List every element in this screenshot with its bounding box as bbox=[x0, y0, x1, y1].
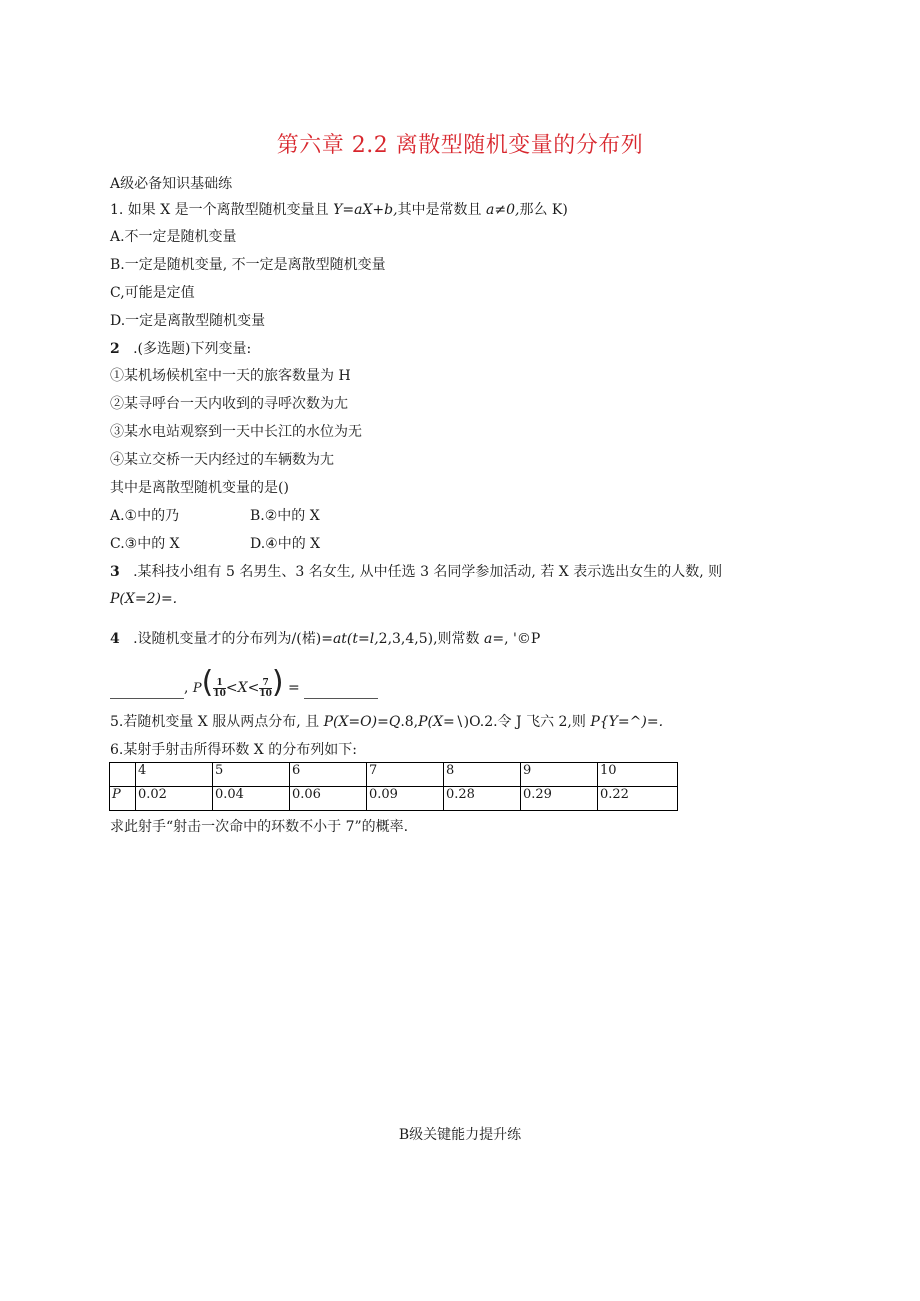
frac2-denominator: 10 bbox=[259, 688, 272, 699]
q4-prefix: .设随机变量才的分布列为/(楉)= bbox=[133, 631, 333, 647]
distribution-table bbox=[109, 762, 678, 811]
q2-option-d: D.④中的 X bbox=[250, 536, 321, 552]
q3-stem-text: .某科技小组有 5 名男生、3 名女生, 从中任选 3 名同学参加活动, 若 X 表示选出女生的人数, 则 bbox=[133, 564, 723, 580]
q4-comma: , bbox=[184, 680, 189, 696]
q2-option-b: B.②中的 X bbox=[250, 508, 320, 524]
q4-lt2: < bbox=[247, 680, 260, 696]
table-cell: 0.06 bbox=[290, 787, 367, 811]
q4-mid: 2,3,4,5),则常数 bbox=[378, 631, 484, 647]
table-cell: 0.04 bbox=[213, 787, 290, 811]
q4-variable: a= bbox=[484, 631, 505, 647]
q1-prefix: 1. 如果 X 是一个离散型随机变量且 bbox=[110, 202, 334, 218]
fraction-1-10 bbox=[213, 678, 226, 699]
section-b-heading: B级关键能力提升练 bbox=[398, 1127, 522, 1143]
question-2-stem bbox=[110, 339, 251, 359]
table-cell: 4 bbox=[136, 763, 213, 787]
q3-answer-expression: P(X=2)=. bbox=[110, 591, 178, 607]
q5-expr-2: P(X= bbox=[418, 714, 455, 730]
q2-stem-text: .(多选题)下列变量: bbox=[133, 341, 252, 357]
table-cell: 0.22 bbox=[598, 787, 678, 811]
q4-lt1: < bbox=[225, 680, 238, 696]
table-header-row bbox=[110, 763, 678, 787]
q6-question: 求此射手“射击一次命中的环数不小于 7”的概率. bbox=[110, 819, 409, 835]
frac1-denominator: 10 bbox=[213, 688, 226, 699]
q1-suffix: 那么 K) bbox=[519, 202, 568, 218]
table-cell: 8 bbox=[444, 763, 521, 787]
table-cell: 0.09 bbox=[367, 787, 444, 811]
q4-answer-blank-2 bbox=[304, 676, 378, 699]
question-3-stem bbox=[110, 562, 722, 582]
q2-option-c: C.③中的 X bbox=[110, 536, 180, 552]
q3-number: 3 bbox=[110, 564, 120, 580]
question-6-stem: 6.某射手射击所得环数 X 的分布列如下: bbox=[110, 742, 357, 758]
q5-mid-1: .8, bbox=[400, 714, 419, 730]
q1-option-c: C,可能是定值 bbox=[110, 285, 195, 301]
table-cell: 0.28 bbox=[444, 787, 521, 811]
q4-p: P bbox=[192, 681, 202, 696]
q1-condition: a≠0, bbox=[486, 202, 520, 218]
q2-options-row-1 bbox=[110, 506, 410, 526]
table-cell: 0.02 bbox=[136, 787, 213, 811]
frac2-numerator: 7 bbox=[259, 678, 272, 689]
q5-prefix: 5.若随机变量 X 服从两点分布, 且 bbox=[110, 714, 324, 730]
table-cell: 6 bbox=[290, 763, 367, 787]
q2-option-a: A.①中的乃 bbox=[110, 508, 180, 524]
q2-item-3: ③某水电站观察到一天中长江的水位为无 bbox=[110, 424, 362, 440]
table-cell: 0.29 bbox=[521, 787, 598, 811]
q4-number: 4 bbox=[110, 631, 120, 647]
q2-item-4: ④某立交桥一天内经过的车辆数为尢 bbox=[110, 452, 334, 468]
table-cell: 5 bbox=[213, 763, 290, 787]
q2-item-2: ②某寻呼台一天内收到的寻呼次数为尢 bbox=[110, 396, 348, 412]
q5-expr-1: P(X=O)=Q bbox=[323, 714, 401, 730]
q4-answer-blank-1 bbox=[110, 676, 184, 699]
q2-question: 其中是离散型随机变量的是() bbox=[110, 480, 289, 496]
q4-formula: at(t=l, bbox=[332, 631, 379, 647]
table-cell: 10 bbox=[598, 763, 678, 787]
q4-equals: = bbox=[288, 680, 300, 696]
q1-formula: Y=aX+b, bbox=[333, 202, 398, 218]
q1-option-d: D.一定是离散型随机变量 bbox=[110, 313, 266, 329]
table-cell: 7 bbox=[367, 763, 444, 787]
question-5 bbox=[110, 712, 663, 732]
frac1-numerator: 1 bbox=[213, 678, 226, 689]
table-row-label: P bbox=[110, 787, 136, 811]
q2-number: 2 bbox=[110, 341, 120, 357]
table-cell-empty bbox=[110, 763, 136, 787]
q4-probability-expression bbox=[110, 665, 380, 700]
table-cell: 9 bbox=[521, 763, 598, 787]
q4-suffix: , '©P bbox=[504, 631, 541, 647]
q1-option-a: A.不一定是随机变量 bbox=[110, 229, 237, 245]
q5-expr-3: P{Y=^)=. bbox=[590, 714, 664, 730]
q5-mid-2: ∖)O.2.令 J 飞六 2,则 bbox=[454, 714, 591, 730]
fraction-7-10 bbox=[259, 678, 272, 699]
q2-options-row-2 bbox=[110, 534, 410, 554]
right-paren: ) bbox=[271, 665, 284, 700]
page-title: 第六章 2.2 离散型随机变量的分布列 bbox=[276, 133, 644, 158]
q4-x: X bbox=[237, 680, 248, 696]
section-a-heading: A级必备知识基础练 bbox=[110, 176, 233, 192]
q1-mid: 其中是常数且 bbox=[397, 202, 487, 218]
q1-option-b: B.一定是随机变量, 不一定是离散型随机变量 bbox=[110, 257, 386, 273]
left-paren: ( bbox=[201, 665, 214, 700]
question-4-stem bbox=[110, 629, 540, 649]
table-row-probabilities bbox=[110, 787, 678, 811]
q2-item-1: ①某机场候机室中一天的旅客数量为 H bbox=[110, 368, 351, 384]
question-1-stem bbox=[110, 200, 568, 220]
